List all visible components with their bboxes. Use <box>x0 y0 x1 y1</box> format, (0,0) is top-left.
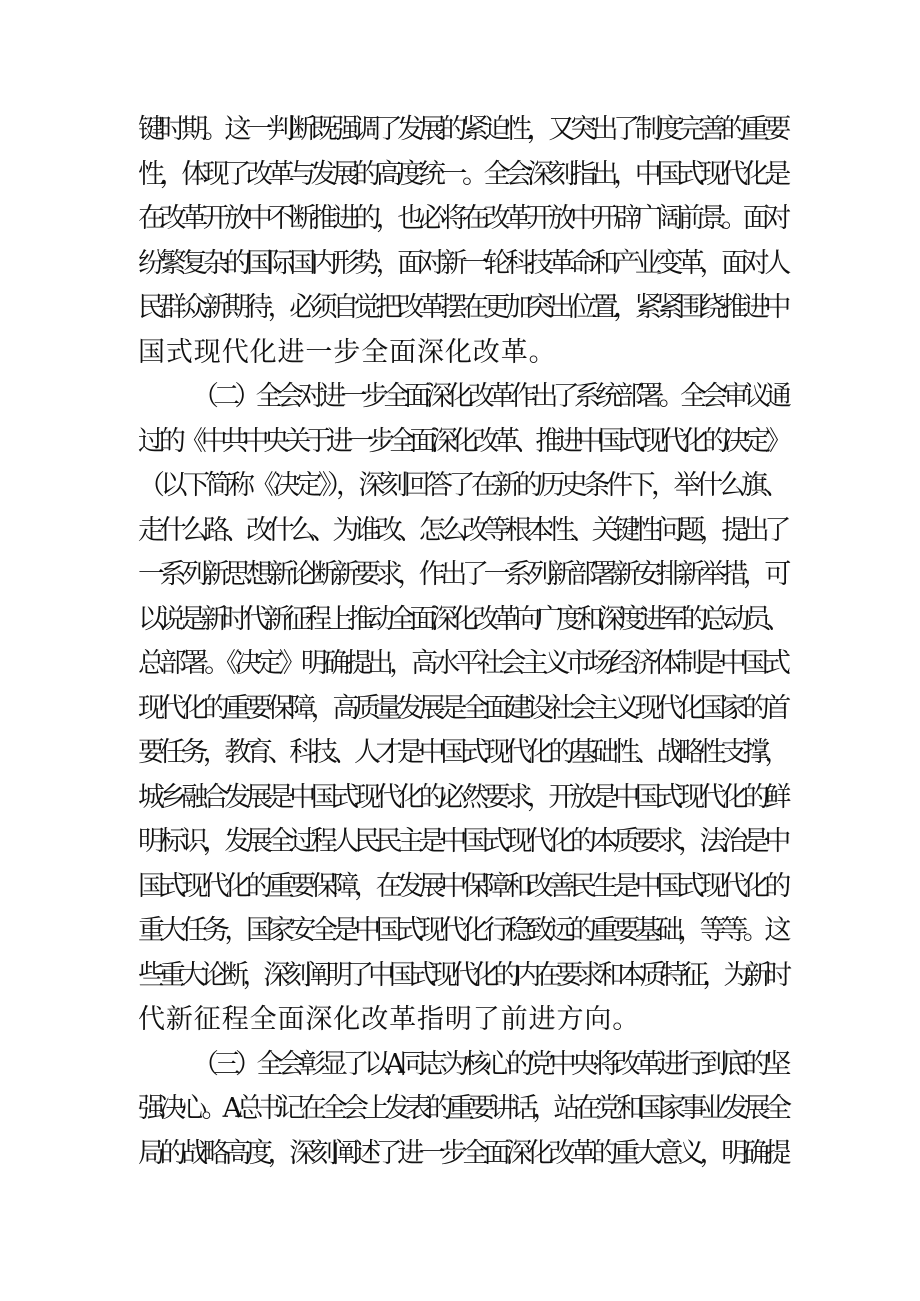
text-line: 局的战略高度，深刻阐述了进一步全面深化改革的重大意义，明确提 <box>138 1137 786 1169</box>
text-line: 明标识，发展全过程人民民主是中国式现代化的本质要求，法治是中 <box>138 826 786 857</box>
text-line: 代新征程全面深化改革指明了前进方向。 <box>138 1004 641 1035</box>
paragraph-2 <box>138 375 786 1043</box>
text-line: （二）全会对进一步全面深化改革作出了系统部署。全会审议通 <box>192 381 786 412</box>
text-line: 国式现代化进一步全面深化改革。 <box>138 336 557 368</box>
text-line: 纷繁复杂的国际国内形势，面对新一轮科技革命和产业变革，面对人 <box>138 247 786 279</box>
text-line: 民群众新期待，必须自觉把改革摆在更加突出位置，紧紧围绕推进中 <box>138 292 786 323</box>
text-line: （以下简称《决定》），深刻回答了在新的历史条件下，举什么旗、 <box>138 470 786 501</box>
text-line: 性，体现了改革与发展的高度统一。全会深刻指出，中国式现代化是 <box>138 158 786 190</box>
text-line: 过的《中共中央关于进一步全面深化改革、推进中国式现代化的决定》 <box>138 425 786 457</box>
text-line: 要任务，教育、科技、人才是中国式现代化的基础性、战略性支撑， <box>138 737 786 768</box>
text-line: 在改革开放中不断推进的，也必将在改革开放中开辟广阔前景。面对 <box>138 203 786 234</box>
text-line: 键时期。这一判断既强调了发展的紧迫性，又突出了制度完善的重要 <box>138 114 786 145</box>
paragraph-3 <box>138 1043 786 1177</box>
text-line: 总部署。《决定》明确提出，高水平社会主义市场经济体制是中国式 <box>138 648 786 679</box>
text-line: 城乡融合发展是中国式现代化的必然要求，开放是中国式现代化的鲜 <box>138 781 786 813</box>
text-line: 国式现代化的重要保障，在发展中保障和改善民生是中国式现代化的 <box>138 870 786 902</box>
paragraph-1 <box>138 108 786 375</box>
text-line: 强决心。A总书记在全会上发表的重要讲话，站在党和国家事业发展全 <box>138 1093 787 1124</box>
text-line: 些重大论断，深刻阐明了中国式现代化的内在要求和本质特征，为新时 <box>138 959 786 991</box>
text-line: （三）全会彰显了以A同志为核心的党中央将改革进行到底的坚 <box>192 1048 786 1080</box>
text-line: 走什么路、改什么、为谁改、怎么改等根本性、关键性问题，提出了 <box>138 514 786 546</box>
text-line: 重大任务，国家安全是中国式现代化行稳致远的重要基础，等等。这 <box>138 915 786 946</box>
text-line: 一系列新思想新论断新要求，作出了一系列新部署新安排新举措，可 <box>138 559 786 590</box>
document-body <box>138 108 786 1176</box>
text-line: 以说是新时代新征程上推动全面深化改革向广度和深度进军的总动员、 <box>138 603 786 635</box>
text-line: 现代化的重要保障，高质量发展是全面建设社会主义现代化国家的首 <box>138 692 786 724</box>
